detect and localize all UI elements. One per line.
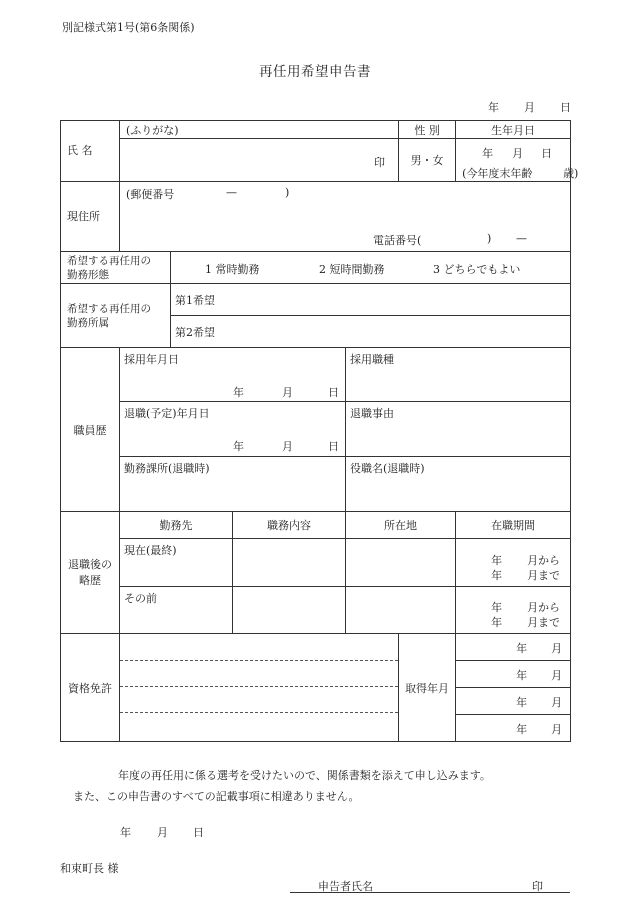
previous-location-field[interactable]: [346, 587, 456, 634]
current-employer-field[interactable]: 現在(最終): [120, 539, 233, 587]
address-label: 現住所: [61, 182, 120, 252]
date-month-label: 月: [524, 101, 535, 114]
career-label: 職員歴: [61, 348, 120, 512]
sign-date-month: 月: [157, 826, 168, 839]
form-number: 別記様式第1号(第6条関係): [62, 21, 195, 34]
hire-type-field[interactable]: 採用職種: [346, 348, 571, 402]
retire-reason-field[interactable]: 退職事由: [346, 402, 571, 457]
col-duties: 職務内容: [233, 512, 346, 539]
date-year-label: 年: [488, 101, 499, 114]
phone-label: 電話番号(: [373, 234, 422, 247]
page-title: 再任用希望申告書: [259, 64, 371, 80]
col-location: 所在地: [346, 512, 456, 539]
option-either[interactable]: 3 どちらでもよい: [433, 263, 521, 276]
addressee: 和束町長 様: [60, 862, 119, 875]
previous-duties-field[interactable]: [233, 587, 346, 634]
applicant-name-line[interactable]: [290, 878, 570, 893]
department-field[interactable]: 勤務課所(退職時): [120, 457, 346, 512]
birthdate-field[interactable]: 年 月 日 (今年度末年齢 歳): [456, 139, 571, 182]
previous-employer-field[interactable]: その前: [120, 587, 233, 634]
gender-label: 性 別: [399, 121, 456, 139]
option-full-time[interactable]: 1 常時勤務: [205, 263, 260, 276]
declaration-line-2: また、この申告書のすべての記載事項に相違ありません。: [73, 790, 360, 803]
sign-date-day: 日: [193, 826, 204, 839]
retire-date-field[interactable]: 退職(予定)年月日 年 月 日: [120, 402, 346, 457]
address-field[interactable]: (郵便番号 — ) 電話番号( ) —: [120, 182, 571, 252]
postal-code-label: (郵便番号: [126, 188, 175, 201]
hire-date-field[interactable]: 採用年月日 年 月 日: [120, 348, 346, 402]
work-form-label: 希望する再任用の 勤務形態: [61, 252, 171, 284]
name-label: 氏 名: [61, 121, 120, 182]
position-field[interactable]: 役職名(退職時): [346, 457, 571, 512]
sign-date-year: 年: [120, 826, 131, 839]
seal-mark: 印: [374, 156, 385, 169]
name-field[interactable]: [120, 139, 399, 182]
current-period-field[interactable]: 年 月から 年 月まで: [456, 539, 571, 587]
option-part-time[interactable]: 2 短時間勤務: [319, 263, 385, 276]
work-form-options[interactable]: [171, 252, 571, 284]
second-choice-field[interactable]: 第2希望: [171, 316, 571, 348]
declaration-line-1: 年度の再任用に係る選考を受けたいので、関係書類を添えて申し込みます。: [118, 769, 491, 782]
application-form: [60, 120, 579, 742]
furigana-label[interactable]: (ふりがな): [120, 121, 399, 139]
age-label: (今年度末年齢: [462, 167, 533, 180]
acquired-label: 取得年月: [399, 634, 456, 742]
current-duties-field[interactable]: [233, 539, 346, 587]
post-career-label: 退職後の 略歴: [61, 512, 120, 634]
license-names-field[interactable]: [120, 634, 399, 742]
birthdate-label: 生年月日: [456, 121, 571, 139]
col-employer: 勤務先: [120, 512, 233, 539]
work-place-label: 希望する再任用の 勤務所属: [61, 284, 171, 348]
acquired-dates-field[interactable]: 年 月 年 月 年 月 年 月: [456, 634, 571, 742]
date-day-label: 日: [560, 101, 571, 114]
applicant-label: 申告者氏名: [318, 880, 373, 893]
applicant-seal: 印: [532, 880, 543, 893]
previous-period-field[interactable]: 年 月から 年 月まで: [456, 587, 571, 634]
first-choice-field[interactable]: 第1希望: [171, 284, 571, 316]
gender-field[interactable]: 男・女: [399, 139, 456, 182]
col-period: 在職期間: [456, 512, 571, 539]
license-label: 資格免許: [61, 634, 120, 742]
current-location-field[interactable]: [346, 539, 456, 587]
